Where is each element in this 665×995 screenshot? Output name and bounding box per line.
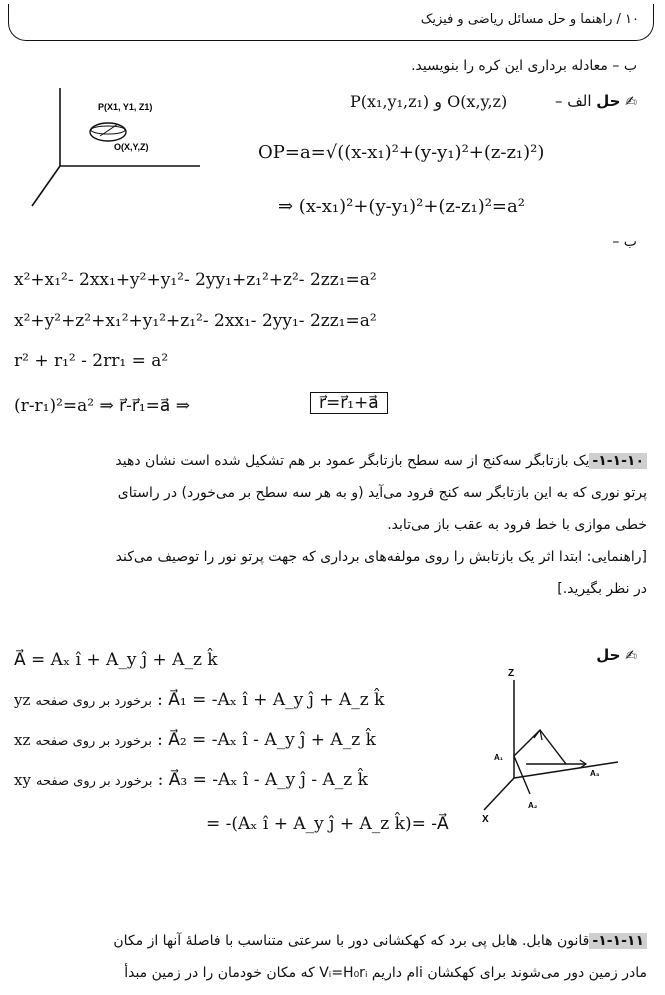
vector-row-2	[14, 730, 376, 750]
incident-ray	[540, 730, 566, 764]
axis-x-line	[484, 778, 514, 810]
vector-row-1	[14, 690, 384, 710]
part-a-label: الف –	[554, 92, 592, 110]
label-a2: A₂	[528, 801, 538, 810]
part-a-points: P(x₁,y₁,z₁) و O(x,y,z)	[350, 92, 508, 111]
solution-label: حل	[596, 92, 621, 110]
equation-line-3: r² + r₁² - 2rr₁ = a²	[14, 351, 169, 371]
vector-a-definition: A⃗ = Aₓ î + A_y ĵ + A_z k̂	[14, 650, 218, 670]
sphere-equator	[91, 126, 125, 134]
equation-line-4: (r-r₁)²=a² ⇒ r⃗-r⃗₁=a⃗ ⇒	[14, 396, 190, 416]
pen-icon: ✍	[625, 94, 637, 110]
label-o: O(X,Y,Z)	[114, 142, 149, 152]
problem-11-number: ۱-۱-۱۱-	[589, 933, 647, 949]
label-a1: A₁	[494, 753, 504, 762]
vector-row-3	[14, 770, 368, 790]
label-p: P(X1, Y1, Z1)	[98, 102, 153, 112]
problem-10-hint-2: در نظر بگیرید.]	[557, 581, 647, 597]
vector-a2-eq: : A⃗₂ = -Aₓ î - A_y ĵ + A_z k̂	[157, 730, 376, 750]
ray-a1	[514, 730, 540, 756]
problem-10-line-3: خطی موازی با خط فرود به عقب باز می‌تابد.	[387, 517, 647, 533]
op-equation: OP=a=√((x-x₁)²+(y-y₁)²+(z-z₁)²)	[258, 142, 545, 163]
boxed-result: r⃗=r⃗₁+a⃗	[310, 392, 388, 414]
part-b-label: ب –	[612, 234, 637, 250]
ray-a2	[514, 756, 530, 794]
equation-line-2: x²+y²+z²+x₁²+y₁²+z₁²- 2xx₁- 2yy₁- 2zz₁=a²	[14, 311, 377, 331]
problem-10-line-2: پرتو نوری که به این بازتابگر سه کنج فرود می‌آید (و به هر سه سطح بر می‌خورد) در راستای	[117, 485, 647, 501]
sphere-figure	[30, 88, 210, 218]
page-header	[8, 4, 654, 41]
problem-11-line-1: ۱-۱-۱۱-قانون هابل. هابل پی برد که کهکشانی دور با سرعتی متناسب با فاصلهٔ آنها از مکان	[17, 925, 647, 957]
implies-equation: ⇒ (x-x₁)²+(y-y₁)²+(z-z₁)²=a²	[278, 196, 525, 217]
label-z: Z	[508, 668, 515, 679]
label-a3: A₃	[590, 769, 600, 778]
corner-reflector-figure	[468, 660, 638, 830]
problem-10-number: ۱-۱-۱۰-	[589, 453, 647, 469]
vector-a1-eq: : A⃗₁ = -Aₓ î + A_y ĵ + A_z k̂	[157, 690, 385, 710]
problem-11	[17, 925, 647, 989]
pen-icon: ✍	[625, 648, 637, 664]
problem-11-line-2: مادر زمین دور می‌شوند برای کهکشان iام داریم Vᵢ=H₀rᵢ که مکان خودمان را در زمین مبدأ	[124, 965, 647, 981]
vector-final: = -(Aₓ î + A_y ĵ + A_z k̂)= -A⃗	[206, 814, 449, 834]
plane-yz-label: برخورد بر روی صفحه	[35, 694, 152, 709]
problem-10-line-1: ۱-۱-۱۰-یک بازتابگر سه‌کنج از سه سطح بازتابگر عمود بر هم تشکیل شده است نشان دهید	[17, 445, 647, 477]
label-x: X	[482, 814, 489, 825]
plane-xz-label: برخورد بر روی صفحه	[35, 734, 152, 749]
vector-a3-eq: : A⃗₃ = -Aₓ î - A_y ĵ - A_z k̂	[157, 770, 368, 790]
problem-10	[17, 445, 647, 605]
plane-xz: xz	[14, 731, 31, 749]
plane-xy: xy	[14, 771, 31, 789]
part-b-question: ب – معادله برداری این کره را بنویسید.	[411, 58, 637, 74]
solution-header	[555, 92, 637, 110]
problem-10-hint-1: [راهنمایی: ابتدا اثر یک بازتابش را روی مولفه‌های برداری که جهت پرتو نور را توصیف می‌کند	[115, 549, 647, 565]
solution2-label: حل	[596, 646, 621, 664]
axis-x-line	[32, 166, 60, 206]
page-title: ۱۰ / راهنما و حل مسائل ریاضی و فیزیک	[420, 12, 639, 27]
plane-yz: yz	[14, 691, 31, 709]
equation-line-1: x²+x₁²- 2xx₁+y²+y₁²- 2yy₁+z₁²+z²- 2zz₁=a²	[14, 270, 377, 290]
plane-xy-label: برخورد بر روی صفحه	[36, 774, 153, 789]
